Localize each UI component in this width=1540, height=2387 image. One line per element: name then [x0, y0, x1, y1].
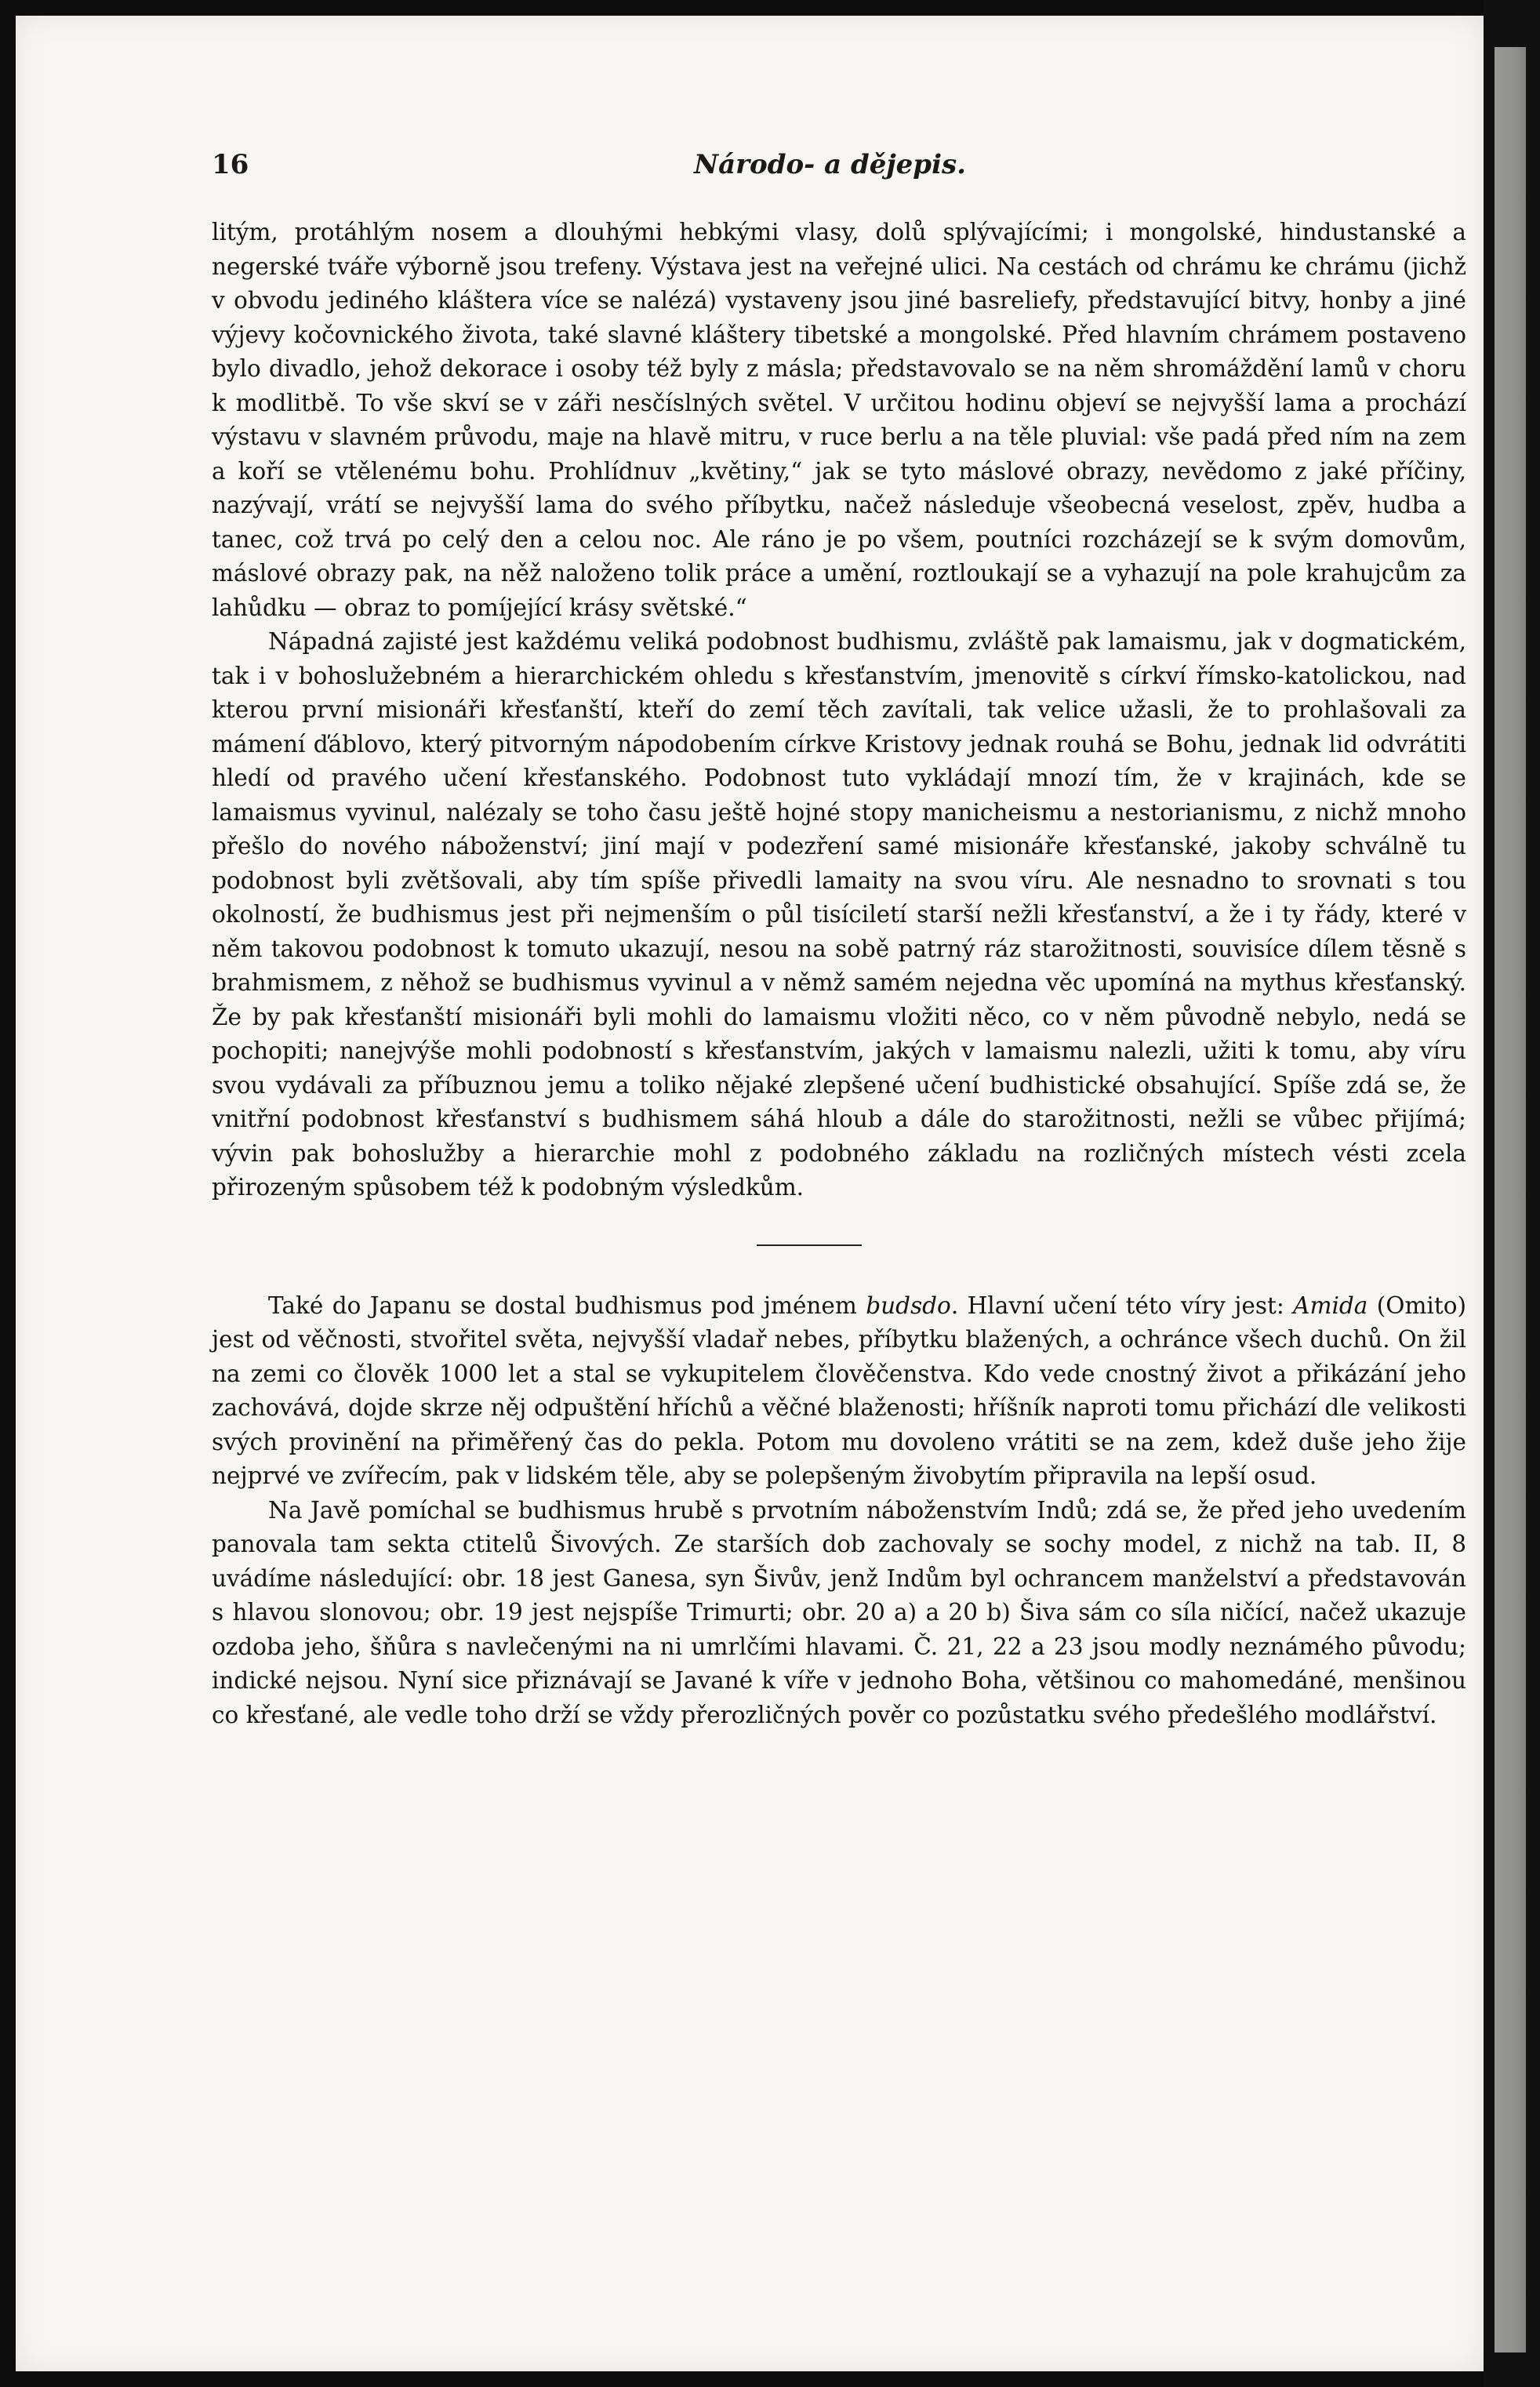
page-header	[212, 149, 1466, 196]
section-divider	[757, 1244, 862, 1246]
paragraph-text: (Omito) jest od věčnosti, stvořitel světa, nejvyšší vladař nebes, příbytku blažených, a ochránce všech duchů. On žil na zemi co člověk 1000 let a stal se vykupitelem člověčenstva. Kdo vede cnostný život a přikázání jeho zachovává, dojde skrze něj odpuštění hříchů a věčné blaženosti; hříšník naproti tomu přichází dle velikosti svých provinění na přiměřený čas do pekla. Potom mu dovoleno vrátiti se na zem, kdež duše jeho žije nejprvé ve zvířecím, pak v lidském těle, aby se polepšeným živobytím připravila na lepší osud.	[212, 1292, 1466, 1489]
paragraph-text: Také do Japanu se dostal budhismus pod jménem	[268, 1292, 866, 1319]
emphasis-term: budsdo	[866, 1292, 951, 1319]
paragraph-text: . Hlavní učení této víry jest:	[950, 1292, 1294, 1319]
page-number: 16	[212, 149, 249, 180]
paragraph	[212, 216, 1466, 625]
paragraph-text: Nápadná zajisté jest každému veliká podobnost budhismu, zvláště pak lamaismu, jak v dogmatickém, tak i v bohoslužebném a hierarchickém ohledu s křesťanstvím, jmenovitě s církví římsko-katolickou, nad kterou první misionáři křesťanští, kteří do zemí těch zavítali, tak velice užasli, že to prohlašovali za mámení ďáblovo, který pitvorným nápodobením církve Kristovy jednak rouhá se Bohu, jednak lid odvrátiti hledí od pravého učení křesťanského. Podobnost tuto vykládají mnozí tím, že v krajinách, kde se lamaismus vyvinul, nalézaly se toho času ještě hojné stopy manicheismu a nestorianismu, z nichž mnoho přešlo do nového náboženství; jiní mají v podezření samé misionáře křesťanské, jakoby schválně tu podobnost byli zvětšovali, aby tím spíše přivedli lamaity na svou víru. Ale nesnadno to srovnati s tou okolností, že budhismus jest při nejmenším o půl tisíciletí starší nežli křesťanství, a že i ty řády, které v něm takovou podobnost k tomuto ukazují, nesou na sobě patrný ráz starožitnosti, souvisíce dílem těsně s brahmismem, z něhož se budhismus vyvinul a v němž samém nejedna věc upomíná na mythus křesťanský. Že by pak křesťanští misionáři byli mohli do lamaismu vložiti něco, co v něm původně nebylo, nedá se pochopiti; nanejvýše mohli podobností s křesťanstvím, jakých v lamaismu nalezli, užiti k tomu, aby víru svou vydávali za příbuznou jemu a toliko nějaké zlepšené učení budhistické obsahující. Spíše zdá se, že vnitřní podobnost křesťanství s budhismem sáhá hloub a dále do starožitnosti, nežli se vůbec přijímá; vývin pak bohoslužby a hierarchie mohl z podobného základu na rozličných místech vésti zcela přirozeným spůsobem též k podobným výsledkům.	[212, 628, 1466, 1201]
page-body	[212, 216, 1466, 1732]
scan-edge	[1484, 0, 1540, 2387]
paragraph	[212, 1494, 1466, 1733]
running-title: Národo- a dějepis.	[694, 149, 966, 180]
paragraph-text: litým, protáhlým nosem a dlouhými hebkými vlasy, dolů splývajícími; i mongolské, hindustanské a negerské tváře výborně jsou trefeny. Výstava jest na veřejné ulici. Na cestách od chrámu ke chrámu (jichž v obvodu jediného kláštera více se nalézá) vystaveny jsou jiné basreliefy, představující bitvy, honby a jiné výjevy kočovnického života, také slavné kláštery tibetské a mongolské. Před hlavním chrámem postaveno bylo divadlo, jehož dekorace i osoby též byly z másla; představovalo se na něm shromáždění lamů v choru k modlitbě. To vše skví se v záři nesčíslných světel. V určitou hodinu objeví se nejvyšší lama a prochází výstavu v slavném průvodu, maje na hlavě mitru, v ruce berlu a na těle pluvial: vše padá před ním na zem a koří se vtělenému bohu. Prohlídnuv „květiny,“ jak se tyto máslové obrazy, nevědomo z jaké příčiny, nazývají, vrátí se nejvyšší lama do svého příbytku, načež následuje všeobecná veselost, zpěv, hudba a tanec, což trvá po celý den a celou noc. Ale ráno je po všem, poutníci rozcházejí se k svým domovům, máslové obrazy pak, na něž naloženo tolik práce a umění, roztloukají se a vyhazují na pole krahujcům za lahůdku — obraz to pomíjející krásy světské.“	[212, 219, 1466, 621]
adjacent-page-edge	[1495, 47, 1526, 2352]
paragraph	[212, 1289, 1466, 1494]
emphasis-term: Amida	[1293, 1292, 1368, 1319]
paragraph	[212, 625, 1466, 1205]
paragraph-text: Na Javě pomíchal se budhismus hrubě s prvotním náboženstvím Indů; zdá se, že před jeho uvedením panovala tam sekta ctitelů Šivových. Ze starších dob zachovaly se sochy model, z nichž na tab. II, 8 uvádíme následující: obr. 18 jest Ganesa, syn Šivův, jenž Indům byl ochrancem manželství a představován s hlavou slonovou; obr. 19 jest nejspíše Trimurti; obr. 20 a) a 20 b) Šiva sám co síla ničící, načež ukazuje ozdoba jeho, šňůra s navlečenými na ni umrlčími hlavami. Č. 21, 22 a 23 jsou modly neznámého původu; indické nejsou. Nyní sice přiznávají se Javané k víře v jednoho Boha, většinou co mahomedáné, menšinou co křesťané, ale vedle toho drží se vždy přerozličných pověr co pozůstatku svého předešlého modlářství.	[212, 1496, 1466, 1728]
